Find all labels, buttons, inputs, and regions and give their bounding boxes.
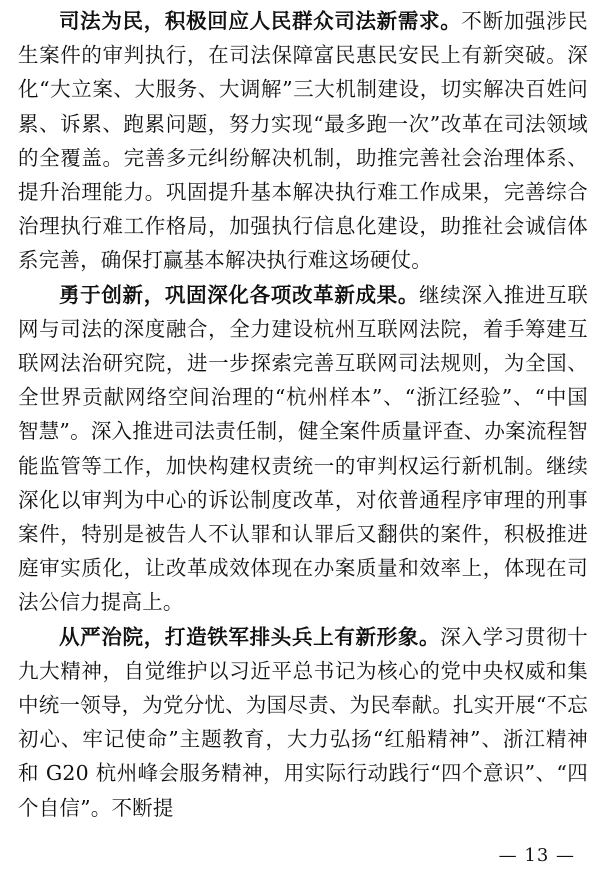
paragraph-lead: 从严治院，打造铁军排头兵上有新形象。 <box>59 624 441 649</box>
document-page <box>18 4 588 825</box>
paragraph-innovation-reform <box>18 278 588 620</box>
paragraph-strict-governance <box>18 620 588 825</box>
paragraph-body: 继续深入推进互联网与司法的深度融合，全力建设杭州互联网法院，着手筹建互联网法治研究院，进一步探索完善互联网司法规则，为全国、全世界贡献网络空间治理的“杭州样本”、“浙江经验”、“中国智慧”。深入推进司法责任制，健全案件质量评查、办案流程智能监管等工作，加快构建权责统一的审判权运行新机制。继续深化以审判为中心的诉讼制度改革，对依普通程序审理的刑事案件，特别是被告人不认罪和认罪后又翻供的案件，积极推进庭审实质化，让改革成效体现在办案质量和效率上，体现在司法公信力提高上。 <box>18 282 588 615</box>
paragraph-lead: 勇于创新，巩固深化各项改革新成果。 <box>59 282 420 307</box>
paragraph-body: 深入学习贯彻十九大精神，自觉维护以习近平总书记为核心的党中央权威和集中统一领导，为党分忧、为国尽责、为民奉献。扎实开展“不忘初心、牢记使命”主题教育，大力弘扬“红船精神”、浙江精神和 G20 杭州峰会服务精神，用实际行动践行“四个意识”、“四个自信”。不断提 <box>18 624 588 820</box>
paragraph-judicial-for-people <box>18 4 588 278</box>
paragraph-lead: 司法为民，积极回应人民群众司法新需求。 <box>59 9 462 33</box>
paragraph-body: 不断加强涉民生案件的审判执行，在司法保障富民惠民安民上有新突破。深化“大立案、大服务、大调解”三大机制建设，切实解决百姓问累、诉累、跑累问题，努力实现“最多跑一次”改革在司法领域的全覆盖。完善多元纠纷解决机制，助推完善社会治理体系、提升治理能力。巩固提升基本解决执行难工作成果，完善综合治理执行难工作格局，加强执行信息化建设，助推社会诚信体系完善，确保打赢基本解决执行难这场硬仗。 <box>18 9 588 273</box>
page-number: — 13 — <box>498 845 575 866</box>
